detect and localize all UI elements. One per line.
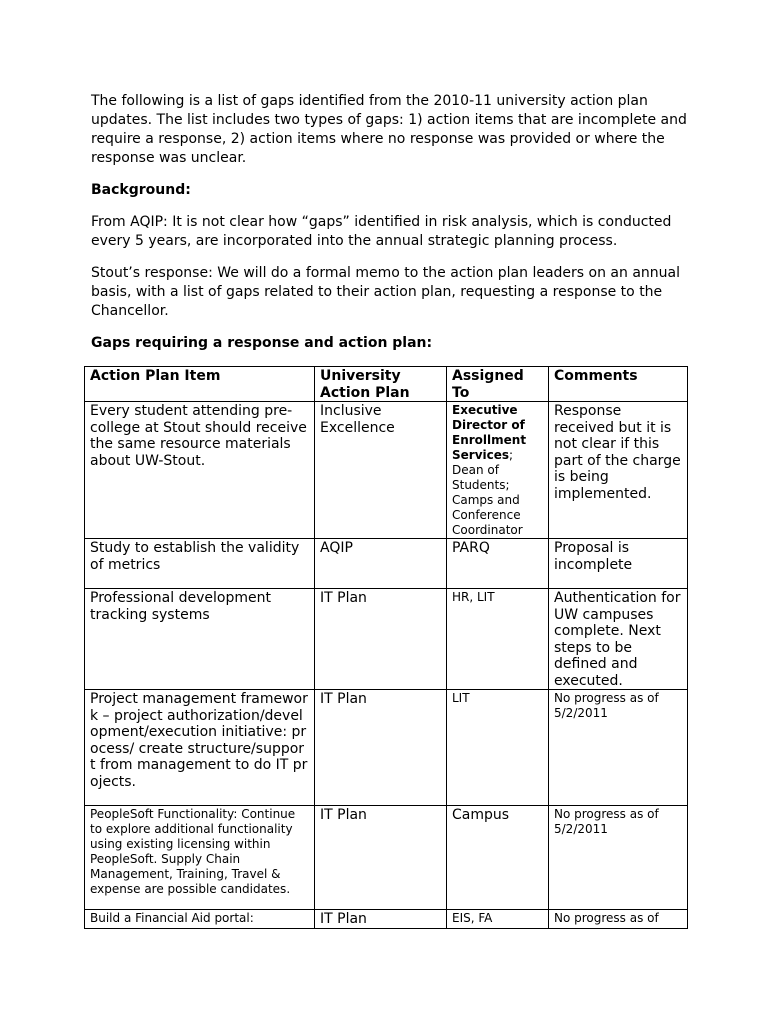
cell-comments: No progress as of 5/2/2011 <box>549 806 688 910</box>
header-action-plan-item: Action Plan Item <box>85 367 315 402</box>
table-row <box>85 589 688 690</box>
table-header-row <box>85 367 688 402</box>
cell-action-plan: AQIP <box>315 539 447 589</box>
assigned-primary: Executive Director of Enrollment Services <box>452 403 527 462</box>
cell-comments: No progress as of <box>549 910 688 929</box>
cell-action-item: Study to establish the validity of metrics <box>85 539 315 589</box>
cell-assigned: LIT <box>447 690 549 806</box>
gaps-heading: Gaps requiring a response and action plan: <box>91 335 433 351</box>
cell-action-plan: IT Plan <box>315 690 447 806</box>
gaps-table <box>84 366 688 929</box>
table-row <box>85 539 688 589</box>
cell-assigned: HR, LIT <box>447 589 549 690</box>
header-assigned-to: Assigned To <box>447 367 549 402</box>
cell-assigned <box>447 402 549 539</box>
cell-action-plan: IT Plan <box>315 806 447 910</box>
table-row <box>85 690 688 806</box>
table-row <box>85 402 688 539</box>
aqip-paragraph: From AQIP: It is not clear how “gaps” identified in risk analysis, which is conducted every 5 years, are incorporated into the annual strategic planning process. <box>91 214 672 249</box>
cell-comments: Authentication for UW campuses complete. Next steps to be defined and executed. <box>549 589 688 690</box>
cell-action-item: Project management framework – project authorization/development/execution initiative: process/ create structure/support from management to do IT projects. <box>85 690 315 806</box>
table-row <box>85 910 688 929</box>
cell-assigned: PARQ <box>447 539 549 589</box>
cell-action-item: Professional development tracking systems <box>85 589 315 690</box>
cell-action-item: Every student attending pre-college at Stout should receive the same resource materials about UW-Stout. <box>85 402 315 539</box>
intro-paragraph: The following is a list of gaps identified from the 2010-11 university action plan updates. The list includes two types of gaps: 1) action items that are incomplete and require a response, 2) action items where no response was provided or where the response was unclear. <box>91 93 687 166</box>
cell-action-plan: IT Plan <box>315 910 447 929</box>
stout-response-paragraph: Stout’s response: We will do a formal memo to the action plan leaders on an annual basis, with a list of gaps related to their action plan, requesting a response to the Chancellor. <box>91 265 680 319</box>
cell-assigned: EIS, FA <box>447 910 549 929</box>
cell-action-item: Build a Financial Aid portal: <box>85 910 315 929</box>
header-university-action-plan: University Action Plan <box>315 367 447 402</box>
cell-comments: No progress as of 5/2/2011 <box>549 690 688 806</box>
cell-action-plan: IT Plan <box>315 589 447 690</box>
assigned-others: ; Dean of Students; Camps and Conference Coordinator <box>452 448 523 537</box>
cell-assigned: Campus <box>447 806 549 910</box>
cell-action-plan: Inclusive Excellence <box>315 402 447 539</box>
background-heading: Background: <box>91 182 191 198</box>
cell-comments: Proposal is incomplete <box>549 539 688 589</box>
table-row <box>85 806 688 910</box>
header-comments: Comments <box>549 367 688 402</box>
cell-comments: Response received but it is not clear if this part of the charge is being implemented. <box>549 402 688 539</box>
cell-action-item: PeopleSoft Functionality: Continue to explore additional functionality using existing licensing within PeopleSoft. Supply Chain Management, Training, Travel & expense are possible candidates. <box>85 806 315 910</box>
